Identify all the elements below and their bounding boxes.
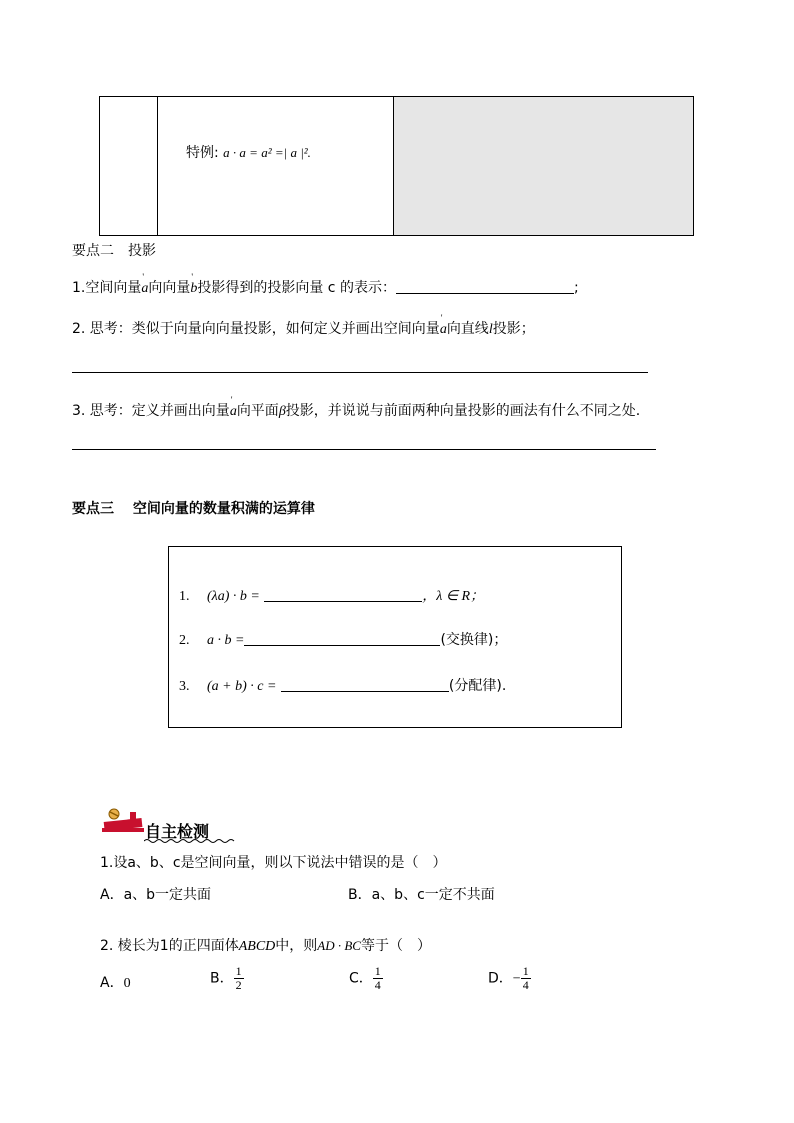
- s2-item3-mid: 向平面: [236, 403, 279, 419]
- s2-item1-prefix: 1.空间向量: [72, 280, 142, 296]
- frac-den: 2: [235, 978, 242, 992]
- answer-line-2[interactable]: [72, 449, 656, 450]
- law-1-blank[interactable]: [264, 587, 422, 602]
- law-3-expr: (a + b) · c =: [207, 679, 277, 694]
- vector-b: ' b: [190, 281, 197, 297]
- law-3: [179, 675, 506, 695]
- tetrahedron-name: ABCD: [238, 939, 276, 954]
- s2-item2: [72, 318, 535, 338]
- section2-heading: 要点二 投影: [72, 243, 156, 259]
- answer-blank[interactable]: [396, 279, 574, 294]
- option-d-label: D．: [488, 970, 513, 987]
- law-2-note: (交换律)；: [440, 632, 508, 648]
- table-shaded-cell: [393, 97, 693, 235]
- plane-beta: β: [278, 404, 286, 419]
- law-2-num: 2.: [179, 633, 190, 648]
- q1-option-b[interactable]: B．a、b、c一定不共面: [348, 887, 495, 903]
- self-check-title: 自主检测: [145, 822, 210, 841]
- option-c-fraction: [373, 965, 383, 992]
- special-case: 特例: a · a = a² =| a |².: [186, 145, 311, 161]
- pencil-decoration-icon: [100, 806, 146, 838]
- law-1-num: 1.: [179, 589, 190, 604]
- question-2: [100, 935, 431, 955]
- option-b-fraction: [234, 965, 244, 992]
- s2-item2-prefix: 2. 思考：类似于向量向向量投影，如何定义并画出空间向量: [72, 321, 440, 337]
- s2-item2-mid: 向直线: [446, 321, 489, 337]
- frac-den: 4: [522, 978, 529, 992]
- s2-item3: [72, 400, 640, 420]
- line-l: l: [488, 322, 493, 337]
- frac-num: 1: [522, 964, 529, 978]
- frac-num: 1: [374, 964, 381, 978]
- laws-box: [168, 546, 622, 728]
- law-1-expr: (λa) · b =: [207, 589, 260, 604]
- answer-line-1[interactable]: [72, 372, 648, 373]
- option-a-value: 0: [123, 976, 131, 991]
- q2-option-a[interactable]: [100, 972, 131, 992]
- s2-item1-mid: 向向量: [148, 280, 191, 296]
- s2-item1-suffix: 投影得到的投影向量 c 的表示：: [197, 280, 396, 296]
- vector-a: ' a: [440, 322, 447, 338]
- law-3-blank[interactable]: [281, 677, 449, 692]
- s2-item2-suffix: 投影；: [492, 321, 535, 337]
- option-b-label: B．: [210, 970, 234, 987]
- q2-option-b[interactable]: [210, 965, 244, 992]
- s2-item3-suffix: 投影，并说说与前面两种向量投影的画法有什么不同之处.: [285, 403, 641, 419]
- self-check-banner: [100, 806, 240, 840]
- option-a-label: A．: [100, 975, 124, 991]
- law-1: [179, 585, 484, 605]
- s2-item1-end: ;: [573, 280, 579, 296]
- option-d-fraction: [521, 965, 531, 992]
- option-c-label: C．: [349, 970, 373, 987]
- law-2-blank[interactable]: [244, 631, 440, 646]
- option-d-sign: −: [512, 971, 521, 987]
- s2-item1: [72, 277, 579, 297]
- q2-mid: 中，则: [275, 938, 318, 954]
- q2-vector-product: AD · BC: [317, 938, 361, 953]
- law-3-note: (分配律).: [448, 678, 507, 694]
- vector-a: ' a: [230, 404, 237, 420]
- q1-option-a[interactable]: A．a、b一定共面: [100, 887, 212, 903]
- law-1-cond: ，λ ∈ R；: [422, 589, 485, 604]
- law-2-expr: a · b =: [207, 633, 245, 648]
- table-col-divider-1: [157, 97, 158, 235]
- top-table: [99, 96, 694, 236]
- wavy-underline: [144, 838, 236, 844]
- section3-heading: 要点三 空间向量的数量积满的运算律: [72, 501, 315, 517]
- question-1: 1.设a、b、c是空间向量，则以下说法中错误的是（ ）: [100, 855, 447, 871]
- vector-a: ' a: [141, 281, 148, 297]
- special-case-formula: a · a = a² =| a |².: [223, 145, 311, 160]
- frac-den: 4: [374, 978, 381, 992]
- q2-prefix: 2. 棱长为1的正四面体: [100, 938, 239, 954]
- q2-option-d[interactable]: [488, 965, 531, 992]
- frac-num: 1: [235, 964, 242, 978]
- q2-option-c[interactable]: [349, 965, 383, 992]
- q2-suffix: 等于（ ）: [360, 938, 431, 954]
- law-3-num: 3.: [179, 679, 190, 694]
- special-case-label: 特例: [186, 145, 214, 161]
- law-2: [179, 629, 507, 649]
- s2-item3-prefix: 3. 思考：定义并画出向量: [72, 403, 230, 419]
